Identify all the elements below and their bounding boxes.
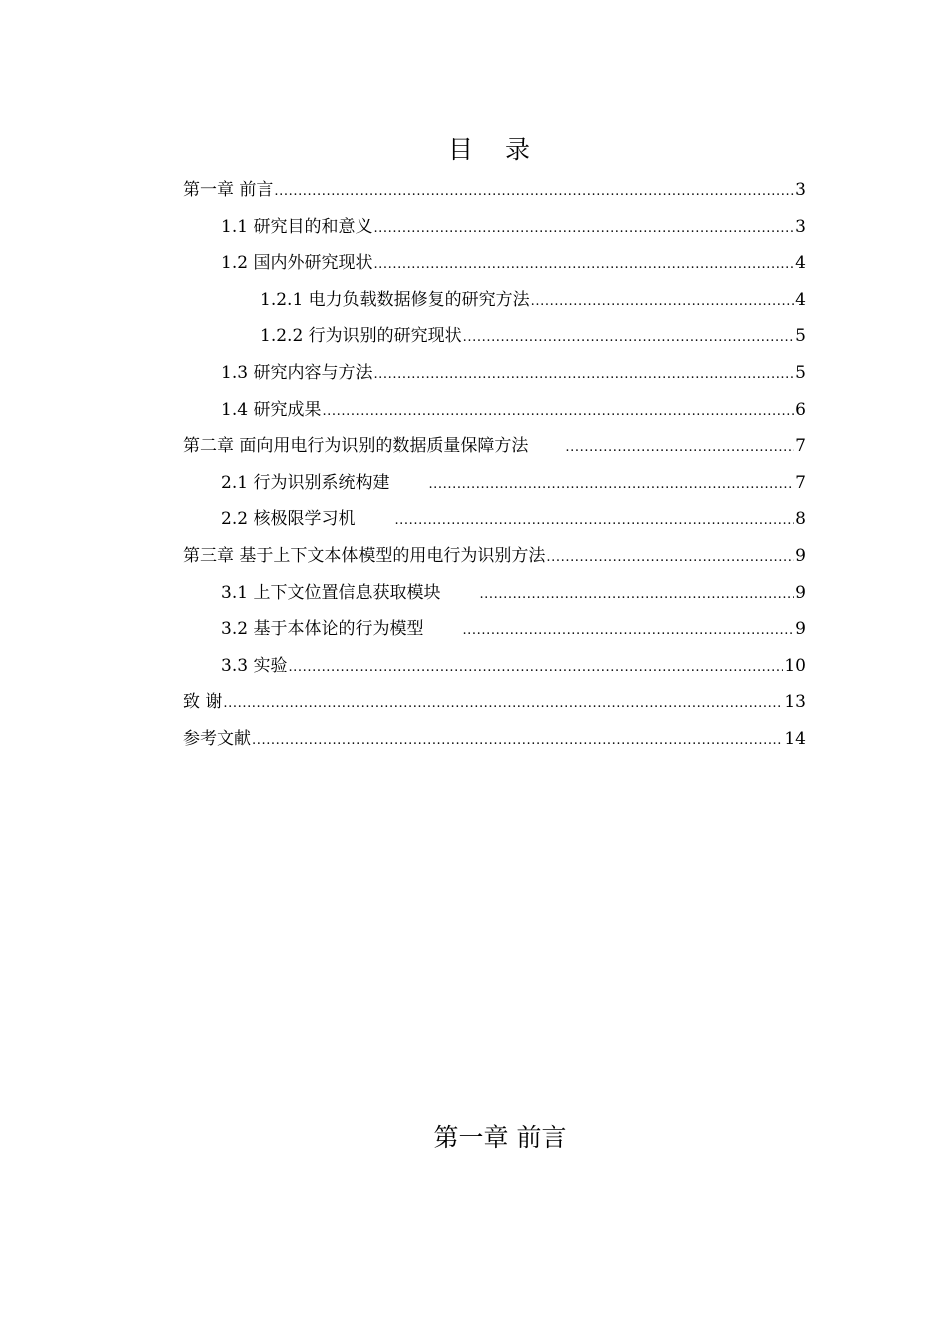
toc-entry[interactable]: [183, 318, 806, 355]
toc-dot-leader: [565, 430, 794, 467]
toc-dot-leader: [252, 723, 783, 760]
toc-dot-leader: [394, 503, 794, 540]
toc-entry-label: 1.1 研究目的和意义: [221, 216, 373, 237]
toc-entry-page: 14: [784, 728, 806, 749]
toc-entry-page: 13: [784, 692, 806, 713]
toc-entry[interactable]: [183, 575, 806, 612]
toc-entry-label: 3.1 上下文位置信息获取模块: [221, 582, 441, 603]
toc-entry-page: 6: [795, 399, 806, 420]
toc-dot-leader: [531, 284, 795, 321]
toc-entry-label: 第三章 基于上下文本体模型的用电行为识别方法: [183, 545, 546, 566]
toc-dot-leader: [546, 540, 794, 577]
toc-entry-label: 1.2.1 电力负载数据修复的研究方法: [260, 289, 530, 310]
toc-entry[interactable]: [183, 648, 806, 685]
toc-entry-label: 1.3 研究内容与方法: [221, 362, 373, 383]
toc-entry[interactable]: [183, 392, 806, 429]
toc-entry-page: 3: [795, 216, 806, 237]
toc-entry-page: 8: [795, 509, 806, 530]
toc-entry-label: 1.2.2 行为识别的研究现状: [260, 326, 462, 347]
toc-dot-leader: [223, 686, 783, 723]
toc-entry-page: 4: [795, 253, 806, 274]
toc-entry-label: 1.4 研究成果: [221, 399, 322, 420]
toc-entry[interactable]: [183, 465, 806, 502]
toc-entry[interactable]: [183, 428, 806, 465]
toc-dot-leader: [428, 467, 794, 504]
toc-dot-leader: [373, 247, 794, 284]
toc-entry-label: 参考文献: [183, 728, 251, 749]
toc-entry-page: 9: [795, 619, 806, 640]
toc-entry-page: 7: [795, 472, 806, 493]
toc-entry-label: 2.2 核极限学习机: [221, 509, 356, 530]
toc-dot-leader: [274, 174, 794, 211]
chapter-heading: 第一章 前言: [433, 1123, 567, 1152]
toc-entry-page: 3: [795, 180, 806, 200]
toc-entry-page: 4: [795, 289, 806, 310]
toc-entry-page: 7: [795, 436, 806, 457]
toc-dot-leader: [288, 650, 783, 687]
toc-entry[interactable]: [183, 611, 806, 648]
toc-entry-page: 9: [795, 545, 806, 566]
toc-dot-leader: [322, 394, 794, 431]
toc-entry[interactable]: [183, 721, 806, 758]
toc-entry-label: 2.1 行为识别系统构建: [221, 472, 390, 493]
toc-entry[interactable]: [183, 245, 806, 282]
toc-entry-label: 致 谢: [183, 692, 223, 713]
toc-entry-page: 10: [784, 655, 806, 676]
toc-dot-leader: [463, 320, 795, 357]
toc-entry[interactable]: [183, 538, 806, 575]
toc-dot-leader: [462, 613, 794, 650]
toc-dot-leader: [479, 577, 794, 614]
toc-entry[interactable]: [183, 355, 806, 392]
toc-entry-page: 5: [795, 326, 806, 347]
toc-entry[interactable]: [183, 684, 806, 721]
toc-list: [183, 172, 806, 758]
toc-entry[interactable]: [183, 282, 806, 319]
toc-entry-label: 第二章 面向用电行为识别的数据质量保障方法: [183, 436, 529, 457]
toc-entry-label: 3.2 基于本体论的行为模型: [221, 619, 424, 640]
toc-entry-label: 3.3 实验: [221, 655, 288, 676]
toc-entry-page: 5: [795, 362, 806, 383]
toc-entry[interactable]: [183, 172, 806, 209]
toc-entry[interactable]: [183, 501, 806, 538]
toc-entry-label: 1.2 国内外研究现状: [221, 253, 373, 274]
toc-entry[interactable]: [183, 209, 806, 246]
toc-entry-label: 第一章 前言: [183, 180, 274, 200]
toc-dot-leader: [373, 211, 794, 248]
toc-dot-leader: [373, 357, 794, 394]
toc-entry-page: 9: [795, 582, 806, 603]
toc-title: 目 录: [448, 135, 542, 164]
